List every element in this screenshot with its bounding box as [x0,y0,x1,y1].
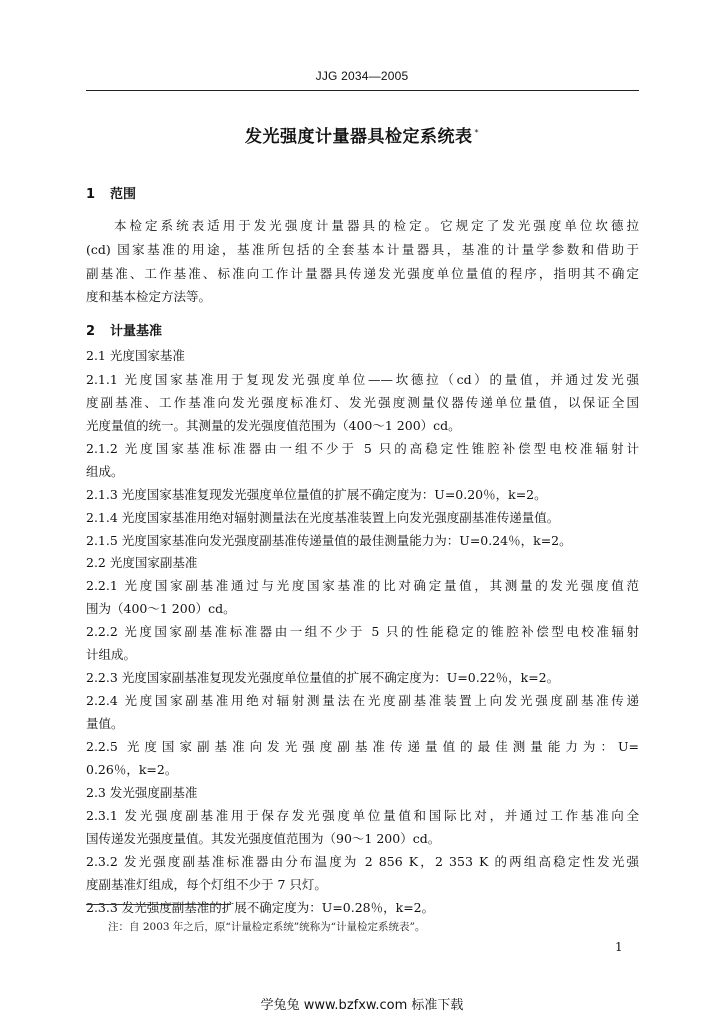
paragraph-line: (cd) 国家基准的用途，基准所包括的全套基本计量器具，基准的计量学参数和借助于 [86,242,639,257]
subsection-heading: 2.1 光度国家基准 [86,348,185,363]
header-rule [86,90,639,91]
clause-line: 度副基准灯组成，每个灯组不少于 7 只灯。 [86,877,327,892]
clause-line: 2.2.3 光度国家副基准复现发光强度单位量值的扩展不确定度为：U=0.22％，k=2。 [86,670,560,685]
title-footnote-marker: * [474,128,479,138]
footnote-rule [86,904,231,905]
section-2-heading [86,320,162,339]
page-number: 1 [615,940,623,954]
paragraph-line: 副基准、工作基准、标准向工作计量器具传递发光强度单位量值的程序，指明其不确定 [86,266,639,281]
document-title [0,122,724,147]
clause-line: 2.3.3 发光强度副基准的扩展不确定度为：U=0.28％，k=2。 [86,900,435,915]
subsection-heading: 2.2 光度国家副基准 [86,555,198,570]
clause-line: 国传递发光强度量值。其发光强度值范围为（90～1 200）cd。 [86,831,441,846]
section-number: 2 [86,324,96,339]
section-number: 1 [86,187,96,202]
clause-line: 光度量值的统一。其测量的发光强度值范围为（400～1 200）cd。 [86,418,461,433]
clause-line: 2.2.5 光度国家副基准向发光强度副基准传递量值的最佳测量能力为：U= [86,739,639,754]
paragraph-line: 度和基本检定方法等。 [86,289,212,304]
clause-line: 2.2.2 光度国家副基准标准器由一组不少于 5 只的性能稳定的锥腔补偿型电校准辐射 [86,624,639,639]
clause-line: 0.26％，k=2。 [86,762,178,777]
clause-line: 2.1.1 光度国家基准用于复现发光强度单位——坎德拉（cd）的量值，并通过发光强 [86,372,639,387]
section-1-heading [86,183,136,202]
section-title: 计量基准 [110,324,163,339]
clause-line: 2.3.2 发光强度副基准标准器由分布温度为 2 856 K，2 353 K 的两组高稳定性发光强 [86,854,639,869]
clause-line: 2.1.4 光度国家基准用绝对辐射测量法在光度基准装置上向发光强度副基准传递量值。 [86,510,560,525]
standard-code-header: JJG 2034—2005 [315,69,409,83]
clause-line: 2.2.1 光度国家副基准通过与光度国家基准的比对确定量值，其测量的发光强度值范 [86,578,639,593]
download-site-banner[interactable]: 学兔兔 www.bzfxw.com 标准下载 [260,998,464,1013]
footnote: 注：自 2003 年之后，原“计量检定系统”统称为“计量检定系统表”。 [108,921,426,933]
paragraph-line: 本检定系统表适用于发光强度计量器具的检定。它规定了发光强度单位坎德拉 [114,218,639,233]
clause-line: 计组成。 [86,647,137,662]
clause-line: 围为（400～1 200）cd。 [86,601,236,616]
clause-line: 2.3.1 发光强度副基准用于保存发光强度单位量值和国际比对，并通过工作基准向全 [86,808,639,823]
document-title-text: 发光强度计量器具检定系统表 [245,127,473,147]
clause-line: 2.1.3 光度国家基准复现发光强度单位量值的扩展不确定度为：U=0.20％，k=2。 [86,487,547,502]
clause-line: 量值。 [86,716,124,731]
section-title: 范围 [110,187,137,202]
subsection-heading: 2.3 发光强度副基准 [86,785,198,800]
clause-line: 2.1.5 光度国家基准向发光强度副基准传递量值的最佳测量能力为：U=0.24％，k=2。 [86,533,572,548]
clause-line: 组成。 [86,464,124,479]
clause-line: 2.2.4 光度国家副基准用绝对辐射测量法在光度副基准装置上向发光强度副基准传递 [86,693,639,708]
clause-line: 2.1.2 光度国家基准标准器由一组不少于 5 只的高稳定性锥腔补偿型电校准辐射计 [86,441,639,456]
clause-line: 度副基准、工作基准向发光强度标准灯、发光强度测量仪器传递单位量值，以保证全国 [86,395,639,410]
